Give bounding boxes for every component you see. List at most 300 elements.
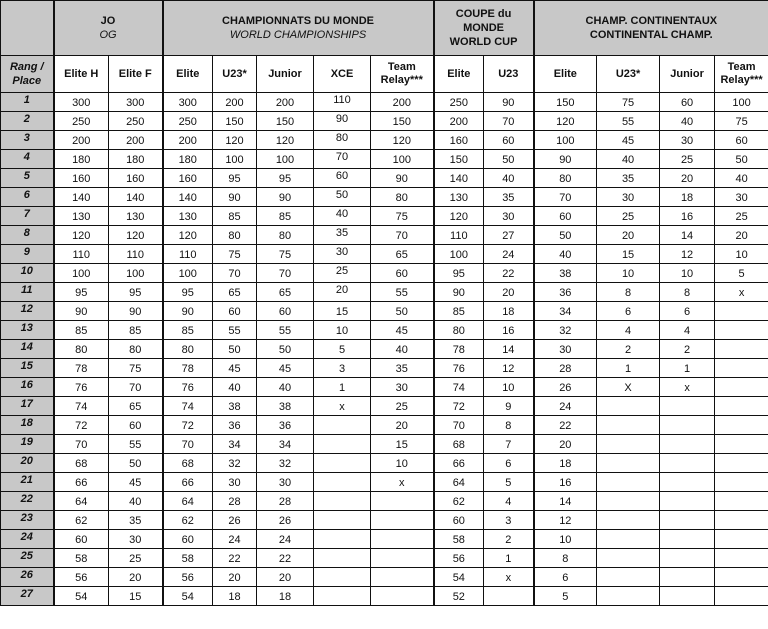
- cell-og-elite-f: 140: [109, 188, 163, 207]
- cell-cc-team-relay: [715, 340, 768, 359]
- table-row: [1, 435, 768, 454]
- rank-cell: 3: [1, 131, 54, 150]
- rank-cell: 4: [1, 150, 54, 169]
- rank-cell: 19: [1, 435, 54, 454]
- cell-wc-elite: 100: [434, 245, 484, 264]
- cell-wch-junior: 120: [257, 131, 314, 150]
- cell-wc-elite: 76: [434, 359, 484, 378]
- col-wch-team-relay: [371, 56, 434, 93]
- rank-cell: 1: [1, 93, 54, 112]
- cell-cc-elite: 100: [534, 131, 597, 150]
- cell-cc-u23: 45: [597, 131, 660, 150]
- cell-wch-xce: 20: [314, 283, 371, 302]
- cell-wc-u23: 5: [484, 473, 534, 492]
- cell-og-elite-f: 75: [109, 359, 163, 378]
- col-rank: [1, 56, 54, 93]
- cell-cc-u23: [597, 435, 660, 454]
- cell-wch-team-relay: 80: [371, 188, 434, 207]
- cell-wch-u23: 90: [213, 188, 257, 207]
- cell-cc-junior: 8: [660, 283, 715, 302]
- cell-og-elite-h: 80: [54, 340, 109, 359]
- cell-cc-elite: 32: [534, 321, 597, 340]
- cell-cc-u23: 1: [597, 359, 660, 378]
- cell-cc-team-relay: [715, 454, 768, 473]
- cell-wch-team-relay: 90: [371, 169, 434, 188]
- cell-wch-u23: 45: [213, 359, 257, 378]
- cell-og-elite-h: 64: [54, 492, 109, 511]
- cell-wc-u23: 7: [484, 435, 534, 454]
- col-rank-line2: Place: [12, 75, 42, 87]
- cell-wch-junior: 32: [257, 454, 314, 473]
- group-header-row: [1, 1, 768, 56]
- table-row: [1, 549, 768, 568]
- cell-wch-elite: 80: [163, 340, 213, 359]
- col-wch-elite: Elite: [163, 56, 213, 93]
- cell-cc-u23: [597, 549, 660, 568]
- cell-og-elite-h: 100: [54, 264, 109, 283]
- cell-wch-u23: 120: [213, 131, 257, 150]
- col-rank-line1: Rang /: [9, 61, 44, 73]
- cell-og-elite-h: 160: [54, 169, 109, 188]
- cell-wch-team-relay: [371, 511, 434, 530]
- cell-wch-xce: 5: [314, 340, 371, 359]
- group-wc-subtitle: WORLD CUP: [449, 36, 518, 48]
- cell-cc-junior: [660, 549, 715, 568]
- cell-wch-junior: 50: [257, 340, 314, 359]
- cell-og-elite-f: 40: [109, 492, 163, 511]
- col-og-elite-h: Elite H: [54, 56, 109, 93]
- cell-cc-junior: 60: [660, 93, 715, 112]
- cell-wch-u23: 75: [213, 245, 257, 264]
- cell-cc-elite: 36: [534, 283, 597, 302]
- cell-wch-elite: 90: [163, 302, 213, 321]
- cell-cc-elite: 8: [534, 549, 597, 568]
- cell-wc-u23: 12: [484, 359, 534, 378]
- cell-wc-elite: 130: [434, 188, 484, 207]
- cell-wc-u23: 9: [484, 397, 534, 416]
- cell-cc-team-relay: [715, 397, 768, 416]
- rank-cell: 22: [1, 492, 54, 511]
- rank-cell: 24: [1, 530, 54, 549]
- cell-wc-elite: 64: [434, 473, 484, 492]
- cell-wch-u23: 36: [213, 416, 257, 435]
- cell-cc-team-relay: [715, 530, 768, 549]
- cell-cc-elite: 20: [534, 435, 597, 454]
- table-row: [1, 150, 768, 169]
- rank-cell: 20: [1, 454, 54, 473]
- table-row: [1, 131, 768, 150]
- cell-og-elite-h: 250: [54, 112, 109, 131]
- cell-wch-xce: 3: [314, 359, 371, 378]
- cell-cc-elite: 10: [534, 530, 597, 549]
- cell-wc-elite: 120: [434, 207, 484, 226]
- cell-og-elite-f: 35: [109, 511, 163, 530]
- cell-wch-team-relay: 45: [371, 321, 434, 340]
- cell-wch-elite: 85: [163, 321, 213, 340]
- cell-cc-junior: [660, 473, 715, 492]
- cell-cc-team-relay: 75: [715, 112, 768, 131]
- cell-wc-u23: 4: [484, 492, 534, 511]
- cell-cc-u23: 4: [597, 321, 660, 340]
- group-world-championships: [163, 1, 434, 56]
- cell-wch-team-relay: 40: [371, 340, 434, 359]
- cell-wch-elite: 60: [163, 530, 213, 549]
- cell-og-elite-h: 66: [54, 473, 109, 492]
- cell-wch-junior: 85: [257, 207, 314, 226]
- cell-cc-elite: 24: [534, 397, 597, 416]
- cell-cc-team-relay: 30: [715, 188, 768, 207]
- cell-wc-elite: 72: [434, 397, 484, 416]
- cell-cc-team-relay: 40: [715, 169, 768, 188]
- cell-wc-elite: 52: [434, 587, 484, 606]
- cell-og-elite-f: 130: [109, 207, 163, 226]
- cell-og-elite-f: 65: [109, 397, 163, 416]
- group-og-subtitle: OG: [99, 29, 117, 41]
- cell-wc-u23: 10: [484, 378, 534, 397]
- cell-og-elite-f: 50: [109, 454, 163, 473]
- cell-og-elite-f: 60: [109, 416, 163, 435]
- table-row: [1, 378, 768, 397]
- cell-cc-u23: 20: [597, 226, 660, 245]
- cell-og-elite-h: 300: [54, 93, 109, 112]
- cell-cc-u23: [597, 397, 660, 416]
- cell-og-elite-h: 85: [54, 321, 109, 340]
- cell-cc-junior: [660, 587, 715, 606]
- cell-cc-elite: 16: [534, 473, 597, 492]
- col-wch-junior: Junior: [257, 56, 314, 93]
- cell-cc-u23: X: [597, 378, 660, 397]
- cell-wch-elite: 160: [163, 169, 213, 188]
- rank-cell: 14: [1, 340, 54, 359]
- group-continental-champ: [534, 1, 768, 56]
- cell-og-elite-h: 72: [54, 416, 109, 435]
- rank-cell: 7: [1, 207, 54, 226]
- cell-cc-junior: x: [660, 378, 715, 397]
- group-og-title: JO: [100, 15, 116, 27]
- cell-cc-team-relay: x: [715, 283, 768, 302]
- cell-cc-elite: 22: [534, 416, 597, 435]
- cell-wch-junior: 100: [257, 150, 314, 169]
- cell-cc-team-relay: [715, 302, 768, 321]
- cell-wch-elite: 120: [163, 226, 213, 245]
- cell-wch-team-relay: 30: [371, 378, 434, 397]
- cell-wch-junior: 150: [257, 112, 314, 131]
- cell-wch-team-relay: 150: [371, 112, 434, 131]
- cell-cc-u23: 2: [597, 340, 660, 359]
- cell-wch-junior: 70: [257, 264, 314, 283]
- cell-cc-u23: 8: [597, 283, 660, 302]
- cell-wch-u23: 150: [213, 112, 257, 131]
- cell-wch-xce: 10: [314, 321, 371, 340]
- cell-wch-u23: 70: [213, 264, 257, 283]
- cell-wc-u23: 2: [484, 530, 534, 549]
- cell-wch-u23: 100: [213, 150, 257, 169]
- cell-cc-elite: 6: [534, 568, 597, 587]
- rank-cell: 6: [1, 188, 54, 207]
- cell-wch-xce: [314, 549, 371, 568]
- table-body: [1, 93, 768, 606]
- cell-cc-elite: 80: [534, 169, 597, 188]
- cell-og-elite-f: 100: [109, 264, 163, 283]
- cell-og-elite-f: 250: [109, 112, 163, 131]
- cell-wch-xce: 1: [314, 378, 371, 397]
- cell-og-elite-f: 120: [109, 226, 163, 245]
- cell-cc-team-relay: [715, 359, 768, 378]
- cell-cc-junior: 30: [660, 131, 715, 150]
- cell-cc-u23: [597, 530, 660, 549]
- cell-wch-u23: 65: [213, 283, 257, 302]
- cell-wch-junior: 26: [257, 511, 314, 530]
- cell-wch-junior: 90: [257, 188, 314, 207]
- cell-cc-u23: 30: [597, 188, 660, 207]
- cell-og-elite-f: 45: [109, 473, 163, 492]
- cell-cc-team-relay: 60: [715, 131, 768, 150]
- cell-og-elite-h: 140: [54, 188, 109, 207]
- cell-wch-xce: 90: [314, 112, 371, 131]
- cell-wc-elite: 58: [434, 530, 484, 549]
- cell-cc-elite: 40: [534, 245, 597, 264]
- cell-wch-junior: 34: [257, 435, 314, 454]
- cell-wch-junior: 200: [257, 93, 314, 112]
- table-row: [1, 302, 768, 321]
- cell-cc-team-relay: 25: [715, 207, 768, 226]
- cell-wc-u23: 1: [484, 549, 534, 568]
- table-row: [1, 93, 768, 112]
- cell-cc-elite: 70: [534, 188, 597, 207]
- table-row: [1, 530, 768, 549]
- table-row: [1, 207, 768, 226]
- cell-wc-elite: 70: [434, 416, 484, 435]
- cell-og-elite-f: 25: [109, 549, 163, 568]
- cell-og-elite-h: 200: [54, 131, 109, 150]
- cell-wch-u23: 60: [213, 302, 257, 321]
- cell-wch-junior: 22: [257, 549, 314, 568]
- group-wc-title: COUPE du MONDE: [455, 8, 512, 34]
- cell-wch-xce: [314, 454, 371, 473]
- cell-cc-junior: 20: [660, 169, 715, 188]
- cell-cc-team-relay: 20: [715, 226, 768, 245]
- cell-og-elite-f: 200: [109, 131, 163, 150]
- cell-wc-elite: 68: [434, 435, 484, 454]
- rank-cell: 11: [1, 283, 54, 302]
- cell-wch-elite: 100: [163, 264, 213, 283]
- cell-wch-elite: 64: [163, 492, 213, 511]
- cell-wch-junior: 38: [257, 397, 314, 416]
- cell-wch-team-relay: 65: [371, 245, 434, 264]
- cell-og-elite-h: 130: [54, 207, 109, 226]
- table-row: [1, 340, 768, 359]
- cell-cc-u23: [597, 454, 660, 473]
- cell-wch-team-relay: 120: [371, 131, 434, 150]
- cell-wch-junior: 80: [257, 226, 314, 245]
- cell-cc-team-relay: [715, 473, 768, 492]
- group-og: [54, 1, 163, 56]
- cell-wch-u23: 20: [213, 568, 257, 587]
- cell-wc-elite: 200: [434, 112, 484, 131]
- cell-wch-elite: 54: [163, 587, 213, 606]
- cell-wch-team-relay: [371, 530, 434, 549]
- cell-wch-elite: 70: [163, 435, 213, 454]
- cell-cc-junior: [660, 435, 715, 454]
- cell-wc-elite: 140: [434, 169, 484, 188]
- cell-wch-xce: 60: [314, 169, 371, 188]
- cell-wch-elite: 76: [163, 378, 213, 397]
- cell-cc-elite: 18: [534, 454, 597, 473]
- cell-og-elite-h: 60: [54, 530, 109, 549]
- cell-wch-elite: 58: [163, 549, 213, 568]
- cell-wch-u23: 34: [213, 435, 257, 454]
- cell-wc-u23: 20: [484, 283, 534, 302]
- cell-wc-elite: 85: [434, 302, 484, 321]
- cell-wch-u23: 85: [213, 207, 257, 226]
- cell-wch-u23: 40: [213, 378, 257, 397]
- col-cc-relay-line1: Team: [727, 61, 756, 73]
- cell-wch-u23: 22: [213, 549, 257, 568]
- cell-wch-u23: 50: [213, 340, 257, 359]
- cell-wch-team-relay: [371, 568, 434, 587]
- cell-wch-elite: 300: [163, 93, 213, 112]
- cell-cc-team-relay: 100: [715, 93, 768, 112]
- rank-cell: 16: [1, 378, 54, 397]
- table-row: [1, 321, 768, 340]
- cell-wch-junior: 65: [257, 283, 314, 302]
- cell-wch-junior: 24: [257, 530, 314, 549]
- cell-og-elite-h: 74: [54, 397, 109, 416]
- cell-cc-team-relay: [715, 435, 768, 454]
- cell-wch-xce: [314, 511, 371, 530]
- rank-cell: 2: [1, 112, 54, 131]
- cell-og-elite-h: 90: [54, 302, 109, 321]
- cell-cc-junior: 40: [660, 112, 715, 131]
- col-wch-xce: XCE: [314, 56, 371, 93]
- cell-og-elite-h: 78: [54, 359, 109, 378]
- cell-wc-u23: 8: [484, 416, 534, 435]
- cell-wch-xce: x: [314, 397, 371, 416]
- cell-wch-elite: 66: [163, 473, 213, 492]
- cell-og-elite-f: 70: [109, 378, 163, 397]
- cell-cc-elite: 26: [534, 378, 597, 397]
- cell-wch-u23: 38: [213, 397, 257, 416]
- table-row: [1, 112, 768, 131]
- cell-wch-team-relay: 100: [371, 150, 434, 169]
- cell-wch-team-relay: 75: [371, 207, 434, 226]
- rank-cell: 26: [1, 568, 54, 587]
- cell-wc-u23: [484, 587, 534, 606]
- cell-cc-u23: [597, 416, 660, 435]
- cell-wch-elite: 68: [163, 454, 213, 473]
- cell-cc-elite: 14: [534, 492, 597, 511]
- table-row: [1, 473, 768, 492]
- rank-cell: 8: [1, 226, 54, 245]
- cell-og-elite-f: 110: [109, 245, 163, 264]
- cell-wch-junior: 40: [257, 378, 314, 397]
- group-cc-subtitle: CONTINENTAL CHAMP.: [589, 29, 713, 41]
- cell-wc-elite: 74: [434, 378, 484, 397]
- cell-wch-xce: [314, 435, 371, 454]
- cell-wc-elite: 56: [434, 549, 484, 568]
- cell-wch-junior: 75: [257, 245, 314, 264]
- cell-wc-u23: 30: [484, 207, 534, 226]
- cell-wch-team-relay: 35: [371, 359, 434, 378]
- cell-cc-junior: 1: [660, 359, 715, 378]
- cell-wch-u23: 30: [213, 473, 257, 492]
- cell-og-elite-h: 95: [54, 283, 109, 302]
- rank-cell: 18: [1, 416, 54, 435]
- cell-wch-team-relay: 60: [371, 264, 434, 283]
- rank-cell: 10: [1, 264, 54, 283]
- cell-cc-u23: 35: [597, 169, 660, 188]
- col-wc-u23: U23: [484, 56, 534, 93]
- cell-wc-u23: 70: [484, 112, 534, 131]
- cell-og-elite-f: 30: [109, 530, 163, 549]
- cell-cc-elite: 50: [534, 226, 597, 245]
- cell-wch-team-relay: 50: [371, 302, 434, 321]
- cell-wc-u23: 14: [484, 340, 534, 359]
- cell-wch-junior: 20: [257, 568, 314, 587]
- cell-wc-u23: 22: [484, 264, 534, 283]
- cell-wch-xce: 35: [314, 226, 371, 245]
- cell-cc-elite: 5: [534, 587, 597, 606]
- cell-cc-elite: 28: [534, 359, 597, 378]
- cell-cc-elite: 60: [534, 207, 597, 226]
- cell-wch-xce: [314, 416, 371, 435]
- cell-og-elite-h: 56: [54, 568, 109, 587]
- cell-og-elite-f: 160: [109, 169, 163, 188]
- cell-wc-elite: 54: [434, 568, 484, 587]
- cell-wch-u23: 26: [213, 511, 257, 530]
- table-row: [1, 226, 768, 245]
- cell-og-elite-f: 90: [109, 302, 163, 321]
- cell-og-elite-h: 70: [54, 435, 109, 454]
- rank-cell: 27: [1, 587, 54, 606]
- cell-cc-team-relay: [715, 568, 768, 587]
- cell-cc-u23: 40: [597, 150, 660, 169]
- rank-cell: 13: [1, 321, 54, 340]
- table-row: [1, 264, 768, 283]
- group-cc-title: CHAMP. CONTINENTAUX: [585, 15, 718, 27]
- col-wch-relay-line1: Team: [387, 61, 416, 73]
- cell-og-elite-h: 62: [54, 511, 109, 530]
- cell-wch-elite: 180: [163, 150, 213, 169]
- cell-cc-u23: 55: [597, 112, 660, 131]
- cell-cc-junior: [660, 530, 715, 549]
- cell-cc-u23: [597, 473, 660, 492]
- cell-cc-team-relay: [715, 378, 768, 397]
- cell-wch-elite: 110: [163, 245, 213, 264]
- cell-og-elite-h: 54: [54, 587, 109, 606]
- cell-wc-u23: 27: [484, 226, 534, 245]
- cell-wch-elite: 56: [163, 568, 213, 587]
- column-header-row: [1, 56, 768, 93]
- cell-cc-u23: [597, 568, 660, 587]
- cell-wch-u23: 28: [213, 492, 257, 511]
- cell-og-elite-h: 58: [54, 549, 109, 568]
- cell-wch-team-relay: 200: [371, 93, 434, 112]
- cell-wch-elite: 200: [163, 131, 213, 150]
- cell-wch-team-relay: [371, 492, 434, 511]
- table-row: [1, 188, 768, 207]
- table-row: [1, 397, 768, 416]
- cell-cc-team-relay: [715, 549, 768, 568]
- cell-wch-team-relay: 10: [371, 454, 434, 473]
- cell-wc-elite: 66: [434, 454, 484, 473]
- cell-wch-elite: 62: [163, 511, 213, 530]
- cell-og-elite-h: 110: [54, 245, 109, 264]
- col-cc-team-relay: [715, 56, 768, 93]
- cell-og-elite-f: 300: [109, 93, 163, 112]
- cell-og-elite-h: 76: [54, 378, 109, 397]
- col-og-elite-f: Elite F: [109, 56, 163, 93]
